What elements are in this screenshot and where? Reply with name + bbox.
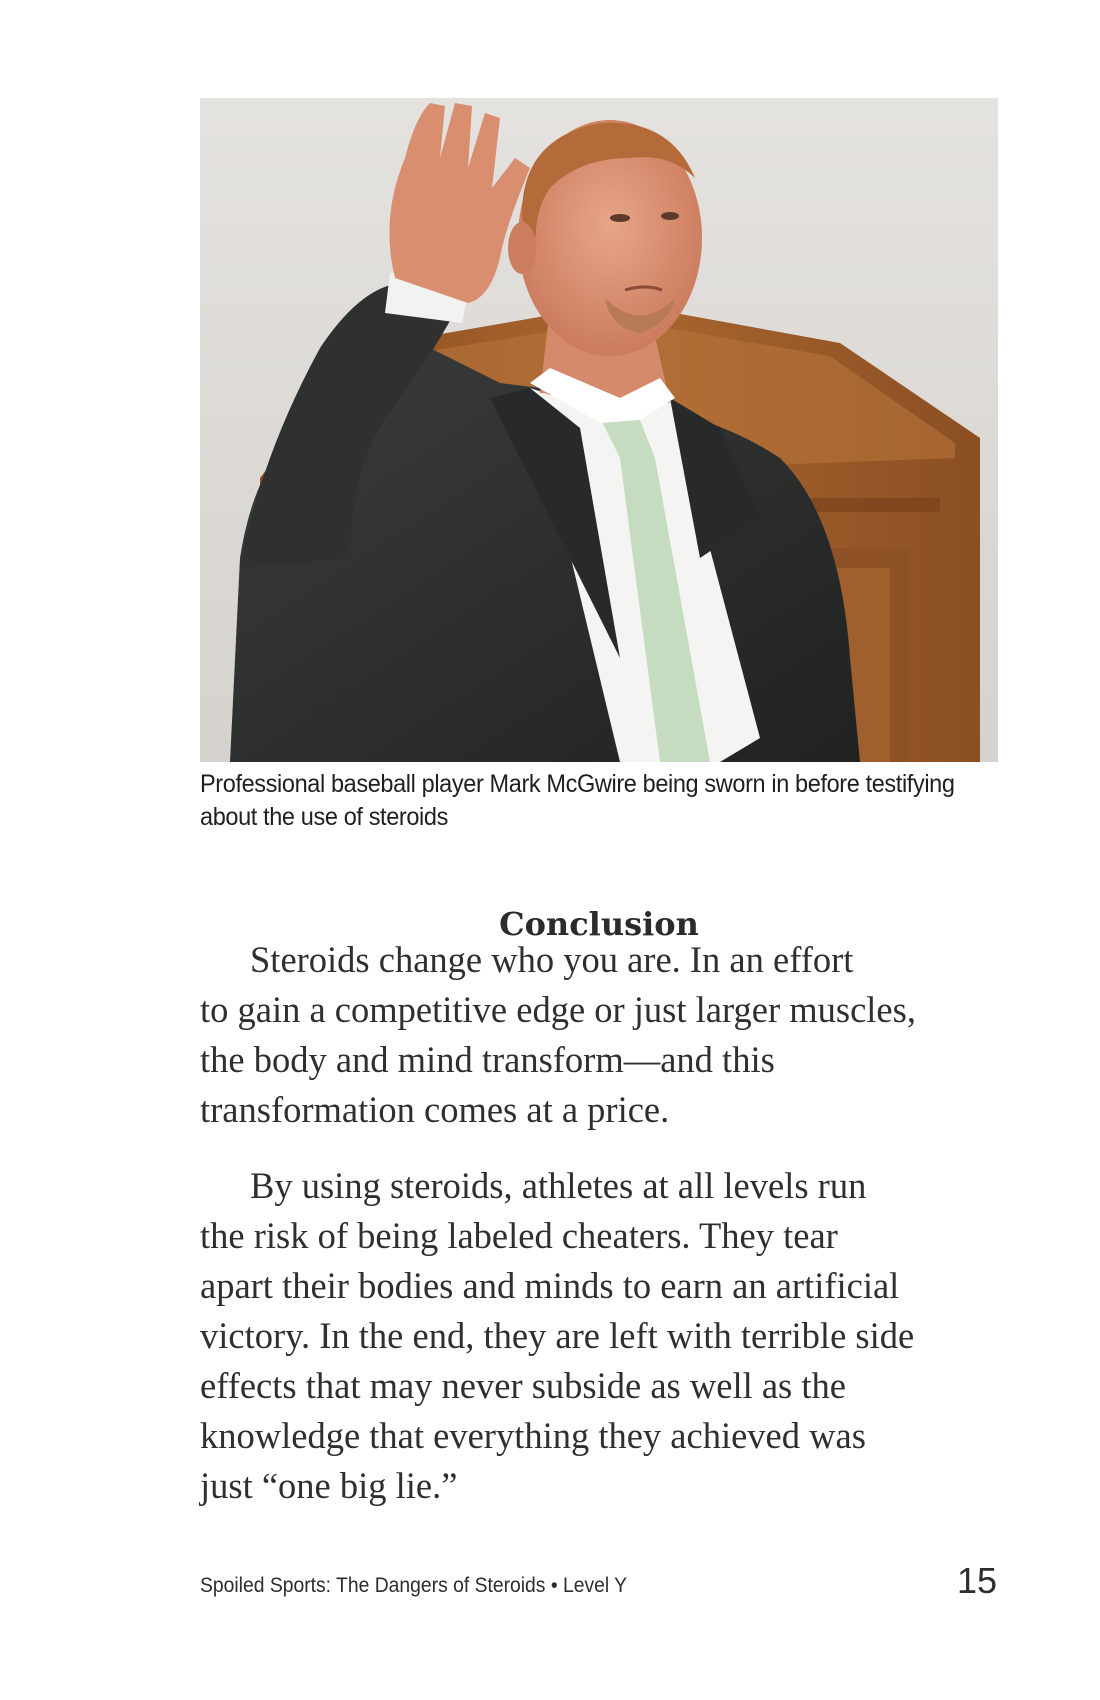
paragraph-line: the body and mind transform—and this — [200, 1039, 775, 1080]
paragraph-line: victory. In the end, they are left with terrible side — [200, 1315, 915, 1356]
photo-illustration — [200, 98, 998, 762]
paragraph-line: By using steroids, athletes at all levels run — [250, 1165, 867, 1206]
paragraph-2 — [200, 1161, 1000, 1511]
paragraph-line: knowledge that everything they achieved was — [200, 1415, 866, 1456]
paragraph-line: apart their bodies and minds to earn an artificial — [200, 1265, 900, 1306]
paragraph-line: Steroids change who you are. In an effort — [250, 939, 854, 980]
footer-book-title: Spoiled Sports: The Dangers of Steroids • Level Y — [200, 1574, 628, 1597]
section-heading: Conclusion — [499, 904, 699, 943]
paragraph-line: transformation comes at a price. — [200, 1089, 670, 1130]
page-number: 15 — [956, 1560, 997, 1601]
paragraph-line: effects that may never subside as well as the — [200, 1365, 846, 1406]
photo-caption: Professional baseball player Mark McGwire being sworn in before testifying about the use of steroids — [200, 770, 955, 831]
paragraph-line: the risk of being labeled cheaters. They tear — [200, 1215, 838, 1256]
photo-mark-mcgwire — [200, 98, 998, 762]
paragraph-1 — [200, 935, 1000, 1135]
paragraph-line: to gain a competitive edge or just larger muscles, — [200, 989, 916, 1030]
paragraph-line: just “one big lie.” — [200, 1465, 458, 1506]
